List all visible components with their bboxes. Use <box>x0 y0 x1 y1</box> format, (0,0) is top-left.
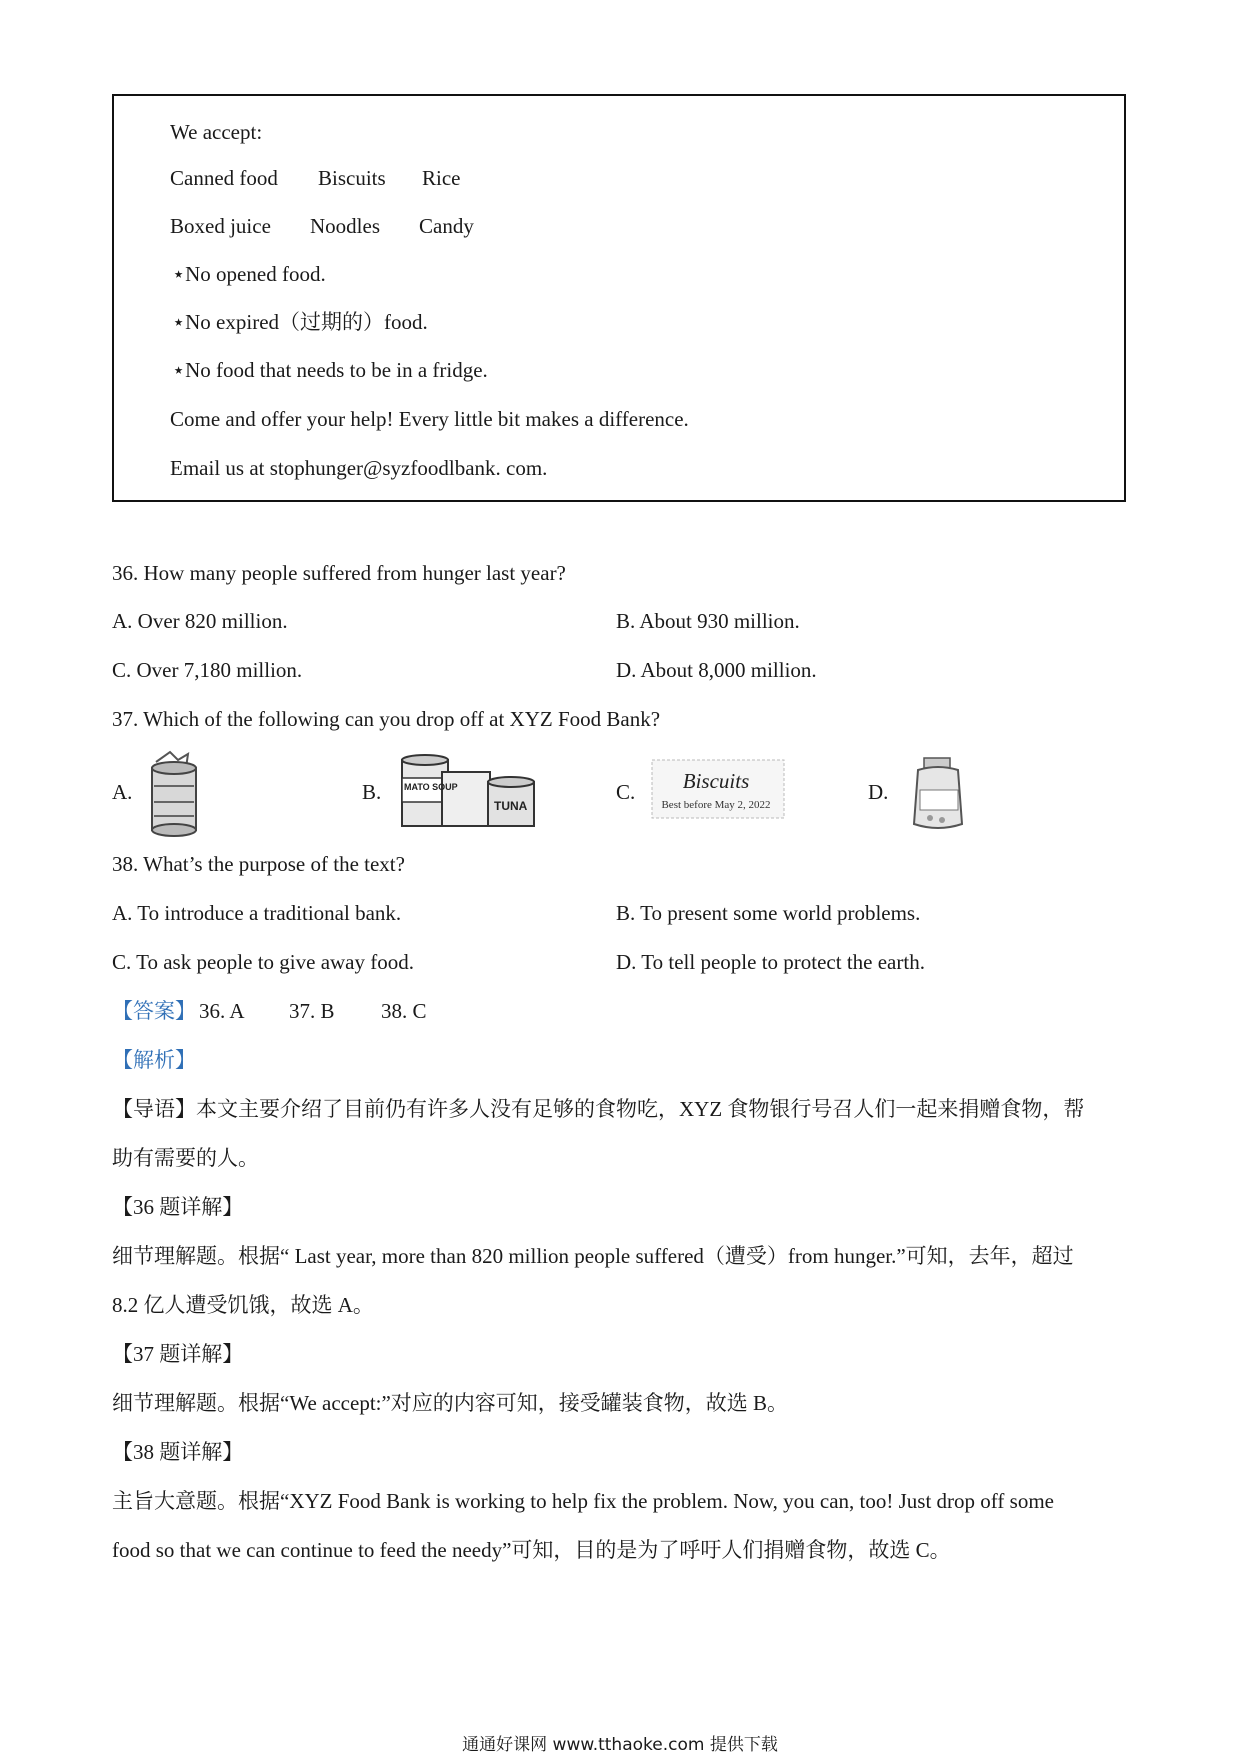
detail-38-title: 【38 题详解】 <box>112 1440 244 1464</box>
analysis-tag: 【解析】 <box>112 1048 196 1072</box>
option-37-d: D. <box>868 780 889 804</box>
opened-can-picture <box>142 750 212 838</box>
biscuits-picture <box>650 758 786 820</box>
detail-38-text: 主旨大意题。根据“XYZ Food Bank is working to help fix the problem. Now, you can, too! Just drop off some <box>112 1489 1054 1513</box>
guide-paragraph: 【导语】本文主要介绍了目前仍有许多人没有足够的食物吃，XYZ 食物银行号召人们一起来捐赠食物，帮 <box>112 1097 1085 1121</box>
option-38-a: A. To introduce a traditional bank. <box>112 901 402 925</box>
answer-37: 37. B <box>289 999 335 1023</box>
notice-box <box>112 94 1126 502</box>
accept-item: Rice <box>422 166 461 190</box>
option-36-d: D. About 8,000 million. <box>616 658 817 682</box>
option-37-a: A. <box>112 780 133 804</box>
answer-36: 36. A <box>199 999 245 1023</box>
option-37-c: C. <box>616 780 636 804</box>
question-37-stem: 37. Which of the following can you drop off at XYZ Food Bank? <box>112 707 661 731</box>
can-label-soup: MATO SOUP <box>404 782 458 792</box>
detail-37-title: 【37 题详解】 <box>112 1342 244 1366</box>
rule-item: ⋆No food that needs to be in a fridge. <box>172 358 488 382</box>
question-36-stem: 36. How many people suffered from hunger last year? <box>112 561 566 585</box>
accept-item: Canned food <box>170 166 278 190</box>
canned-food-picture <box>398 752 538 830</box>
option-37-b: B. <box>362 780 382 804</box>
question-38-stem: 38. What’s the purpose of the text? <box>112 852 405 876</box>
accept-item: Boxed juice <box>170 214 271 238</box>
biscuit-date: Best before May 2, 2022 <box>661 799 771 811</box>
answer-tag: 【答案】 <box>112 999 196 1023</box>
accept-item: Noodles <box>310 214 380 238</box>
option-36-b: B. About 930 million. <box>616 609 800 633</box>
accept-item: Candy <box>419 214 474 238</box>
option-38-c: C. To ask people to give away food. <box>112 950 414 974</box>
guide-paragraph-cont: 助有需要的人。 <box>112 1146 259 1170</box>
option-38-b: B. To present some world problems. <box>616 901 921 925</box>
rule-item: ⋆No expired（过期的）food. <box>172 310 428 334</box>
option-36-c: C. Over 7,180 million. <box>112 658 303 682</box>
answer-38: 38. C <box>381 999 427 1023</box>
detail-36-text-cont: 8.2 亿人遭受饥饿，故选 A。 <box>112 1293 374 1317</box>
biscuit-title: Biscuits <box>682 769 750 793</box>
detail-36-text: 细节理解题。根据“ Last year, more than 820 million people suffered（遭受）from hunger.”可知，去年，超过 <box>112 1244 1074 1268</box>
option-38-d: D. To tell people to protect the earth. <box>616 950 925 974</box>
detail-38-text-cont: food so that we can continue to feed the needy”可知，目的是为了呼吁人们捐赠食物，故选 C。 <box>112 1538 951 1562</box>
detail-37-text: 细节理解题。根据“We accept:”对应的内容可知，接受罐装食物，故选 B。 <box>112 1391 789 1415</box>
call-to-action: Come and offer your help! Every little bit makes a difference. <box>170 407 689 431</box>
accept-heading: We accept: <box>170 120 263 144</box>
rule-item: ⋆No opened food. <box>172 262 326 286</box>
jar-picture <box>906 756 972 834</box>
email-line: Email us at stophunger@syzfoodlbank. com. <box>170 456 548 480</box>
detail-36-title: 【36 题详解】 <box>112 1195 244 1219</box>
accept-item: Biscuits <box>318 166 386 190</box>
page-footer: 通通好课网 www.tthaoke.com 提供下载 <box>462 1735 778 1755</box>
option-36-a: A. Over 820 million. <box>112 609 288 633</box>
can-label-tuna: TUNA <box>494 799 528 813</box>
